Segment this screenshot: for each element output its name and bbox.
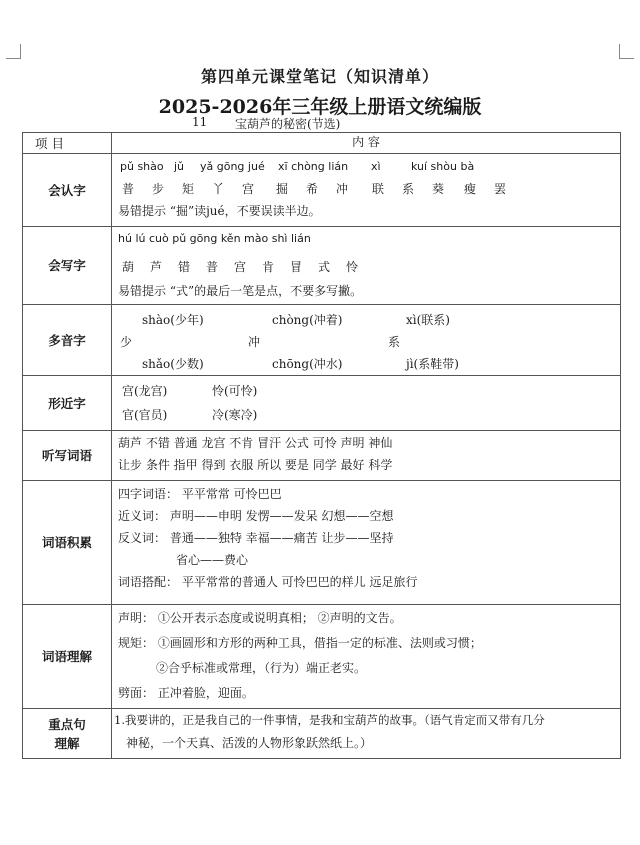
- similar-item: 宫(龙宫): [122, 384, 168, 398]
- row-write: [23, 227, 621, 305]
- label-dictation: 听写词语: [23, 431, 112, 481]
- pinyin-item: yǎ gōng jué: [200, 160, 265, 173]
- content-vocab: [112, 481, 621, 605]
- page-subtitle: 2025-2026年三年级上册语文统编版: [158, 96, 482, 118]
- pinyin-item: xì: [371, 160, 381, 173]
- content-key-sentence: [112, 709, 621, 759]
- poly-bottom: shǎo(少数): [142, 357, 204, 371]
- understand-line: 劈面： 正冲着脸，迎面。: [118, 686, 254, 700]
- pinyin-item: pǔ shào: [120, 160, 164, 173]
- char: 芦: [150, 260, 163, 274]
- write-tip: 易错提示 “式”的最后一笔是点，不要多写撇。: [118, 284, 363, 298]
- poly-top: xì(联系): [406, 313, 450, 327]
- label-understand: 词语理解: [23, 605, 112, 709]
- poly-top: shào(少年): [142, 313, 204, 327]
- vocab-line: 近义词： 声明——申明 发愣——发呆 幻想——空想: [118, 509, 394, 523]
- char: 冲: [336, 182, 349, 196]
- char: 瘦: [464, 182, 477, 196]
- label-similar: 形近字: [23, 376, 112, 431]
- pinyin-item: kuí shòu bà: [411, 160, 475, 173]
- similar-item: 怜(可怜): [212, 384, 258, 398]
- char: 错: [178, 260, 191, 274]
- content-recognize: [112, 154, 621, 227]
- poly-top: chòng(冲着): [272, 313, 343, 327]
- label-write: 会写字: [23, 227, 112, 305]
- crop-mark-right: [619, 44, 634, 59]
- char: 系: [402, 182, 415, 196]
- label-recognize: 会认字: [23, 154, 112, 227]
- char: 希: [306, 182, 319, 196]
- poly-bottom: jì(系鞋带): [406, 357, 459, 371]
- recognize-pinyin: [118, 154, 620, 178]
- dictation-line: 让步 条件 指甲 得到 衣服 所以 要是 同学 最好 科学: [118, 458, 393, 472]
- vocab-line: 省心——费心: [176, 553, 249, 567]
- understand-line: 声明： ①公开表示态度或说明真相； ②声明的文告。: [118, 611, 402, 625]
- pinyin-item: jǔ: [174, 160, 185, 173]
- char: 掘: [276, 182, 289, 196]
- row-dictation: [23, 431, 621, 481]
- key-sentence-line: 神秘，一个天真、活泼的人物形象跃然纸上。）: [126, 736, 373, 750]
- header-content: 内 容: [112, 133, 621, 154]
- char: 普: [206, 260, 219, 274]
- label-vocab: 词语积累: [23, 481, 112, 605]
- char: 葫: [122, 260, 135, 274]
- poly-char: 系: [388, 335, 401, 349]
- content-similar: [112, 376, 621, 431]
- key-sentence-line: 1.我要讲的，正是我自己的一件事情，是我和宝葫芦的故事。（语气肯定而又带有几分: [114, 713, 545, 727]
- char: 冒: [290, 260, 303, 274]
- row-recognize: [23, 154, 621, 227]
- write-pinyin: hú lú cuò pǔ gōng kěn mào shì lián: [118, 232, 311, 245]
- recognize-chars: [118, 178, 620, 200]
- label-key-sentence-line1: 重点句: [48, 716, 86, 732]
- char: 式: [318, 260, 331, 274]
- label-polyphonic: 多音字: [23, 305, 112, 376]
- content-dictation: [112, 431, 621, 481]
- row-similar: [23, 376, 621, 431]
- pinyin-item: xī chòng lián: [278, 160, 349, 173]
- notes-table: [22, 132, 621, 759]
- recognize-tip: 易错提示 “掘”读jué，不要误读半边。: [118, 204, 321, 218]
- lesson-name: 宝葫芦的秘密(节选): [235, 117, 341, 131]
- crop-mark-left: [6, 44, 21, 59]
- understand-line: ②合乎标准或常理，（行为）端正老实。: [156, 661, 367, 675]
- row-vocab: [23, 481, 621, 605]
- poly-bottom: chōng(冲水): [272, 357, 343, 371]
- label-key-sentence-line2: 理解: [54, 735, 80, 751]
- char: 丫: [212, 182, 225, 196]
- similar-item: 官(官员): [122, 408, 168, 422]
- char: 宫: [234, 260, 247, 274]
- page-title: 第四单元课堂笔记（知识清单）: [200, 67, 439, 86]
- poly-char: 冲: [248, 335, 261, 349]
- content-understand: [112, 605, 621, 709]
- row-understand: [23, 605, 621, 709]
- char: 肯: [262, 260, 275, 274]
- dictation-line: 葫芦 不错 普通 龙宫 不肯 冒汗 公式 可怜 声明 神仙: [118, 436, 393, 450]
- char: 罢: [494, 182, 507, 196]
- char: 宫: [242, 182, 255, 196]
- header-item: 项 目: [23, 133, 112, 154]
- row-polyphonic: [23, 305, 621, 376]
- char: 普: [122, 182, 135, 196]
- vocab-line: 词语搭配： 平平常常的普通人 可怜巴巴的样儿 远足旅行: [118, 575, 418, 589]
- table-header-row: [23, 133, 621, 154]
- label-key-sentence: [23, 709, 112, 759]
- similar-item: 冷(寒冷): [212, 408, 258, 422]
- write-chars: [118, 252, 620, 278]
- content-polyphonic: [112, 305, 621, 376]
- char: 联: [372, 182, 385, 196]
- poly-char: 少: [120, 335, 133, 349]
- char: 怜: [346, 260, 359, 274]
- lesson-number: 11: [192, 115, 208, 129]
- content-write: [112, 227, 621, 305]
- char: 步: [152, 182, 165, 196]
- vocab-line: 反义词： 普通——独特 幸福——痛苦 让步——坚持: [118, 531, 394, 545]
- row-key-sentence: [23, 709, 621, 759]
- vocab-line: 四字词语： 平平常常 可怜巴巴: [118, 487, 282, 501]
- understand-line: 规矩： ①画圆形和方形的两种工具，借指一定的标准、法则或习惯；: [118, 636, 482, 650]
- char: 矩: [182, 182, 195, 196]
- char: 葵: [432, 182, 445, 196]
